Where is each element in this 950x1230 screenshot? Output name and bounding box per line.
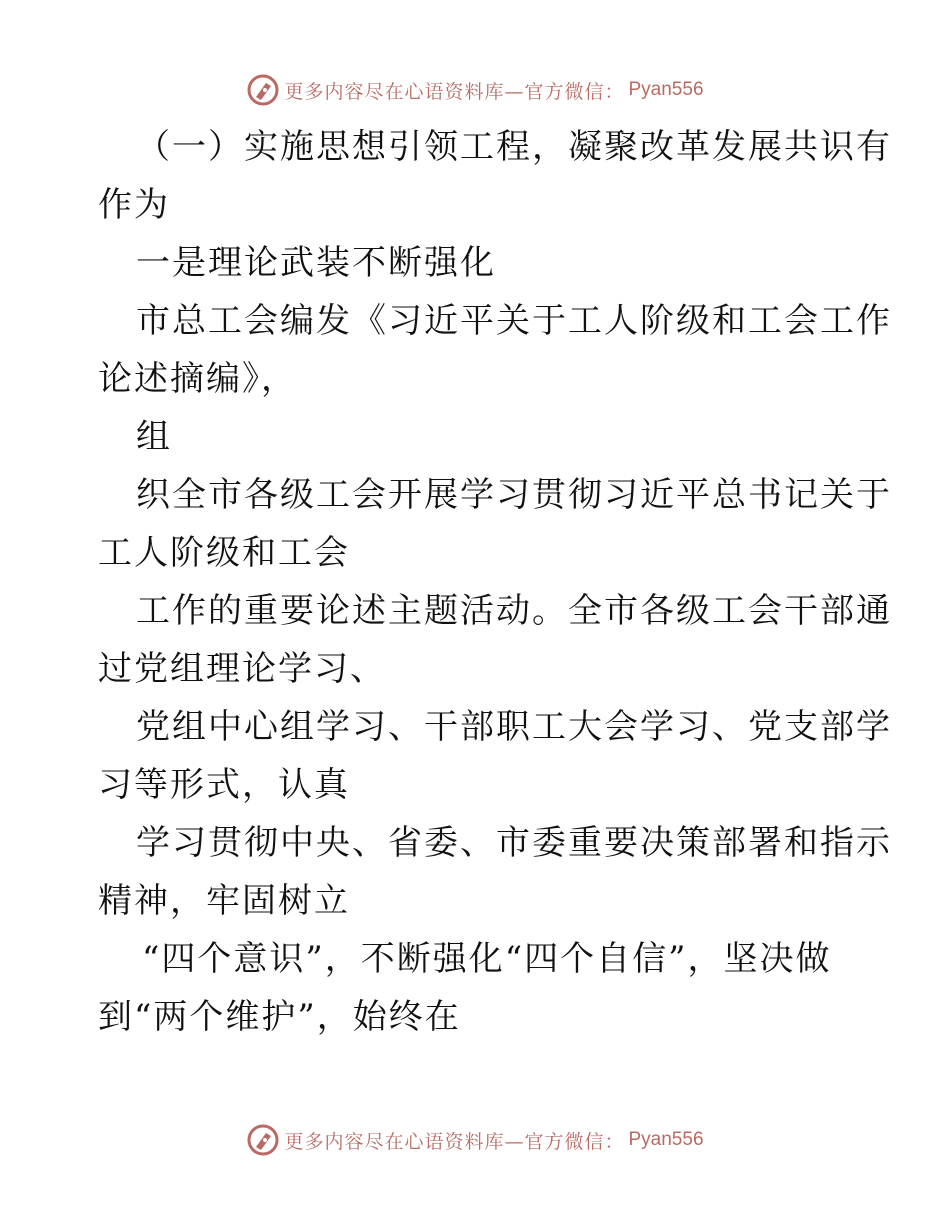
- banner-text: 更多内容尽在心语资料库—官方微信：: [284, 1130, 625, 1153]
- text-line: 学习贯彻中央、省委、市委重要决策部署和指示: [136, 823, 892, 863]
- text-line: 组: [136, 417, 172, 457]
- text-line: 工作的重要论述主题活动。全市各级工会干部通: [136, 591, 892, 631]
- text-line: 精神，牢固树立: [98, 881, 350, 921]
- document-body: [98, 118, 892, 1046]
- text-line: 习等形式，认真: [98, 765, 350, 805]
- text-line: “四个意识”，不断强化“四个自信”，坚决做: [142, 939, 832, 979]
- subheading: 一是理论武装不断强化: [136, 243, 496, 283]
- banner-wechat-id: Pyan556: [628, 1129, 704, 1150]
- pen-nib-icon: [246, 73, 280, 107]
- text-line: 工人阶级和工会: [98, 533, 350, 573]
- text-line: 党组中心组学习、干部职工大会学习、党支部学: [136, 707, 892, 747]
- text-line: 织全市各级工会开展学习贯彻习近平总书记关于: [136, 475, 892, 515]
- text-line: 市总工会编发《习近平关于工人阶级和工会工作: [136, 301, 892, 341]
- text-line: 作为: [98, 185, 170, 225]
- banner-text: 更多内容尽在心语资料库—官方微信：: [284, 80, 625, 103]
- text-line: 到“两个维护”，始终在: [98, 997, 461, 1037]
- header-banner: [0, 70, 950, 110]
- banner-wechat-id: Pyan556: [628, 79, 704, 100]
- text-line: 论述摘编》，: [98, 359, 297, 399]
- section-heading: （一）实施思想引领工程，凝聚改革发展共识有: [136, 127, 892, 167]
- pen-nib-icon: [246, 1123, 280, 1157]
- footer-banner: [0, 1120, 950, 1160]
- text-line: 过党组理论学习、: [98, 649, 386, 689]
